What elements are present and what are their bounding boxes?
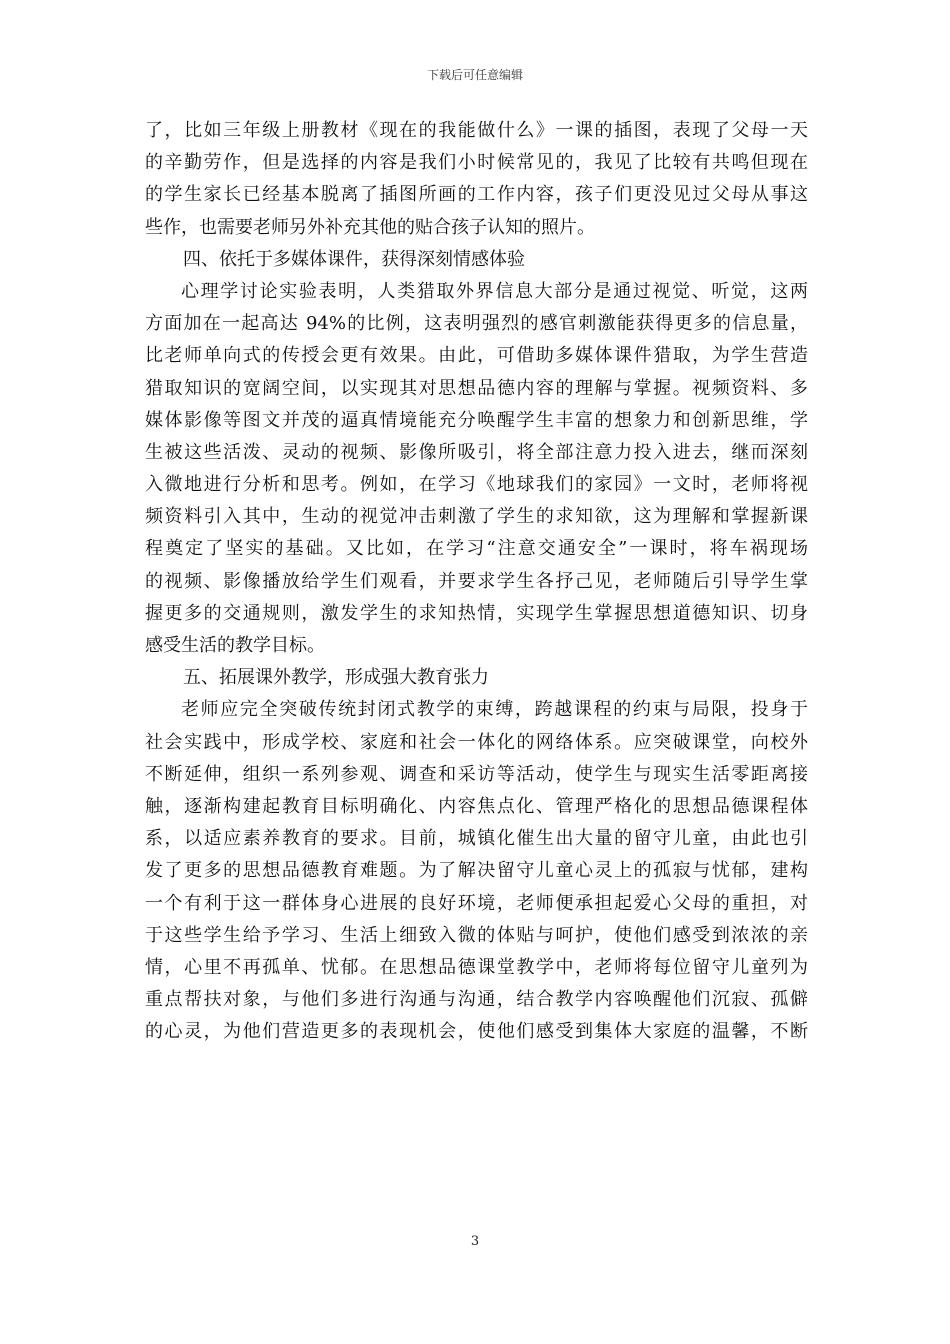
section-heading: 四、依托于多媒体课件，获得深刻情感体验	[183, 248, 525, 270]
page-number: 3	[470, 1234, 480, 1249]
text-line: 发了更多的思想品德教育难题。为了解决留守儿童心灵上的孤寂与忧郁，建构	[145, 860, 808, 882]
text-line: 心理学讨论实验表明，人类猎取外界信息大部分是通过视觉、听觉，这两	[181, 280, 808, 302]
text-line: 于这些学生给予学习、生活上细致入微的体贴与呵护，使他们感受到浓浓的亲	[145, 924, 808, 946]
text-line: 感受生活的教学目标。	[145, 635, 325, 656]
text-line: 入微地进行分析和思考。例如，在学习《地球我们的家园》一文时，老师将视	[145, 474, 808, 496]
text-line: 媒体影像等图文并茂的逼真情境能充分唤醒学生丰富的想象力和创新思维，学	[145, 409, 808, 431]
text-line: 一个有利于这一群体身心进展的良好环境，老师便承担起爱心父母的重担，对	[145, 892, 808, 914]
document-body	[145, 115, 808, 1048]
text-line: 频资料引入其中，生动的视觉冲击刺激了学生的求知欲，这为理解和掌握新课	[145, 506, 808, 528]
text-line: 系，以适应素养教育的要求。目前，城镇化催生出大量的留守儿童，由此也引	[145, 828, 808, 850]
text-line: 的辛勤劳作，但是选择的内容是我们小时候常见的，我见了比较有共鸣但现在	[145, 152, 808, 174]
text-line: 了，比如三年级上册教材《现在的我能做什么》一课的插图，表现了父母一天	[145, 120, 808, 141]
text-line: 比老师单向式的传授会更有效果。由此，可借助多媒体课件猎取，为学生营造	[145, 345, 808, 367]
text-line: 方面加在一起高达 94%的比例，这表明强烈的感官刺激能获得更多的信息量，	[145, 313, 808, 335]
text-line: 重点帮扶对象，与他们多进行沟通与沟通，结合教学内容唤醒他们沉寂、孤僻	[145, 989, 808, 1011]
text-line: 社会实践中，形成学校、家庭和社会一体化的网络体系。应突破课堂，向校外	[145, 731, 808, 753]
section-heading: 五、拓展课外教学，形成强大教育张力	[183, 667, 489, 689]
text-line: 程奠定了坚实的基础。又比如，在学习“注意交通安全”一课时，将车祸现场	[145, 538, 808, 560]
text-line: 的视频、影像播放给学生们观看，并要求学生各抒己见，老师随后引导学生掌	[145, 570, 808, 592]
text-line: 不断延伸，组织一系列参观、调查和采访等活动，使学生与现实生活零距离接	[145, 763, 808, 785]
page-header: 下载后可任意编辑	[426, 68, 523, 82]
text-line: 握更多的交通规则，激发学生的求知热情，实现学生掌握思想道德知识、切身	[145, 602, 808, 624]
text-line: 情，心里不再孤单、忧郁。在思想品德课堂教学中，老师将每位留守儿童列为	[145, 956, 808, 978]
text-line: 触，逐渐构建起教育目标明确化、内容焦点化、管理严格化的思想品德课程体	[145, 795, 808, 817]
text-line: 老师应完全突破传统封闭式教学的束缚，跨越课程的约束与局限，投身于	[181, 699, 808, 721]
text-line: 的学生家长已经基本脱离了插图所画的工作内容，孩子们更没见过父母从事这	[145, 184, 808, 206]
text-line: 的心灵，为他们营造更多的表现机会，使他们感受到集体大家庭的温馨，不断	[145, 1021, 808, 1043]
text-line: 生被这些活泼、灵动的视频、影像所吸引，将全部注意力投入进去，继而深刻	[145, 441, 808, 463]
text-line: 猎取知识的宽阔空间，以实现其对思想品德内容的理解与掌握。视频资料、多	[145, 377, 808, 399]
text-line: 些作，也需要老师另外补充其他的贴合孩子认知的照片。	[145, 216, 595, 238]
